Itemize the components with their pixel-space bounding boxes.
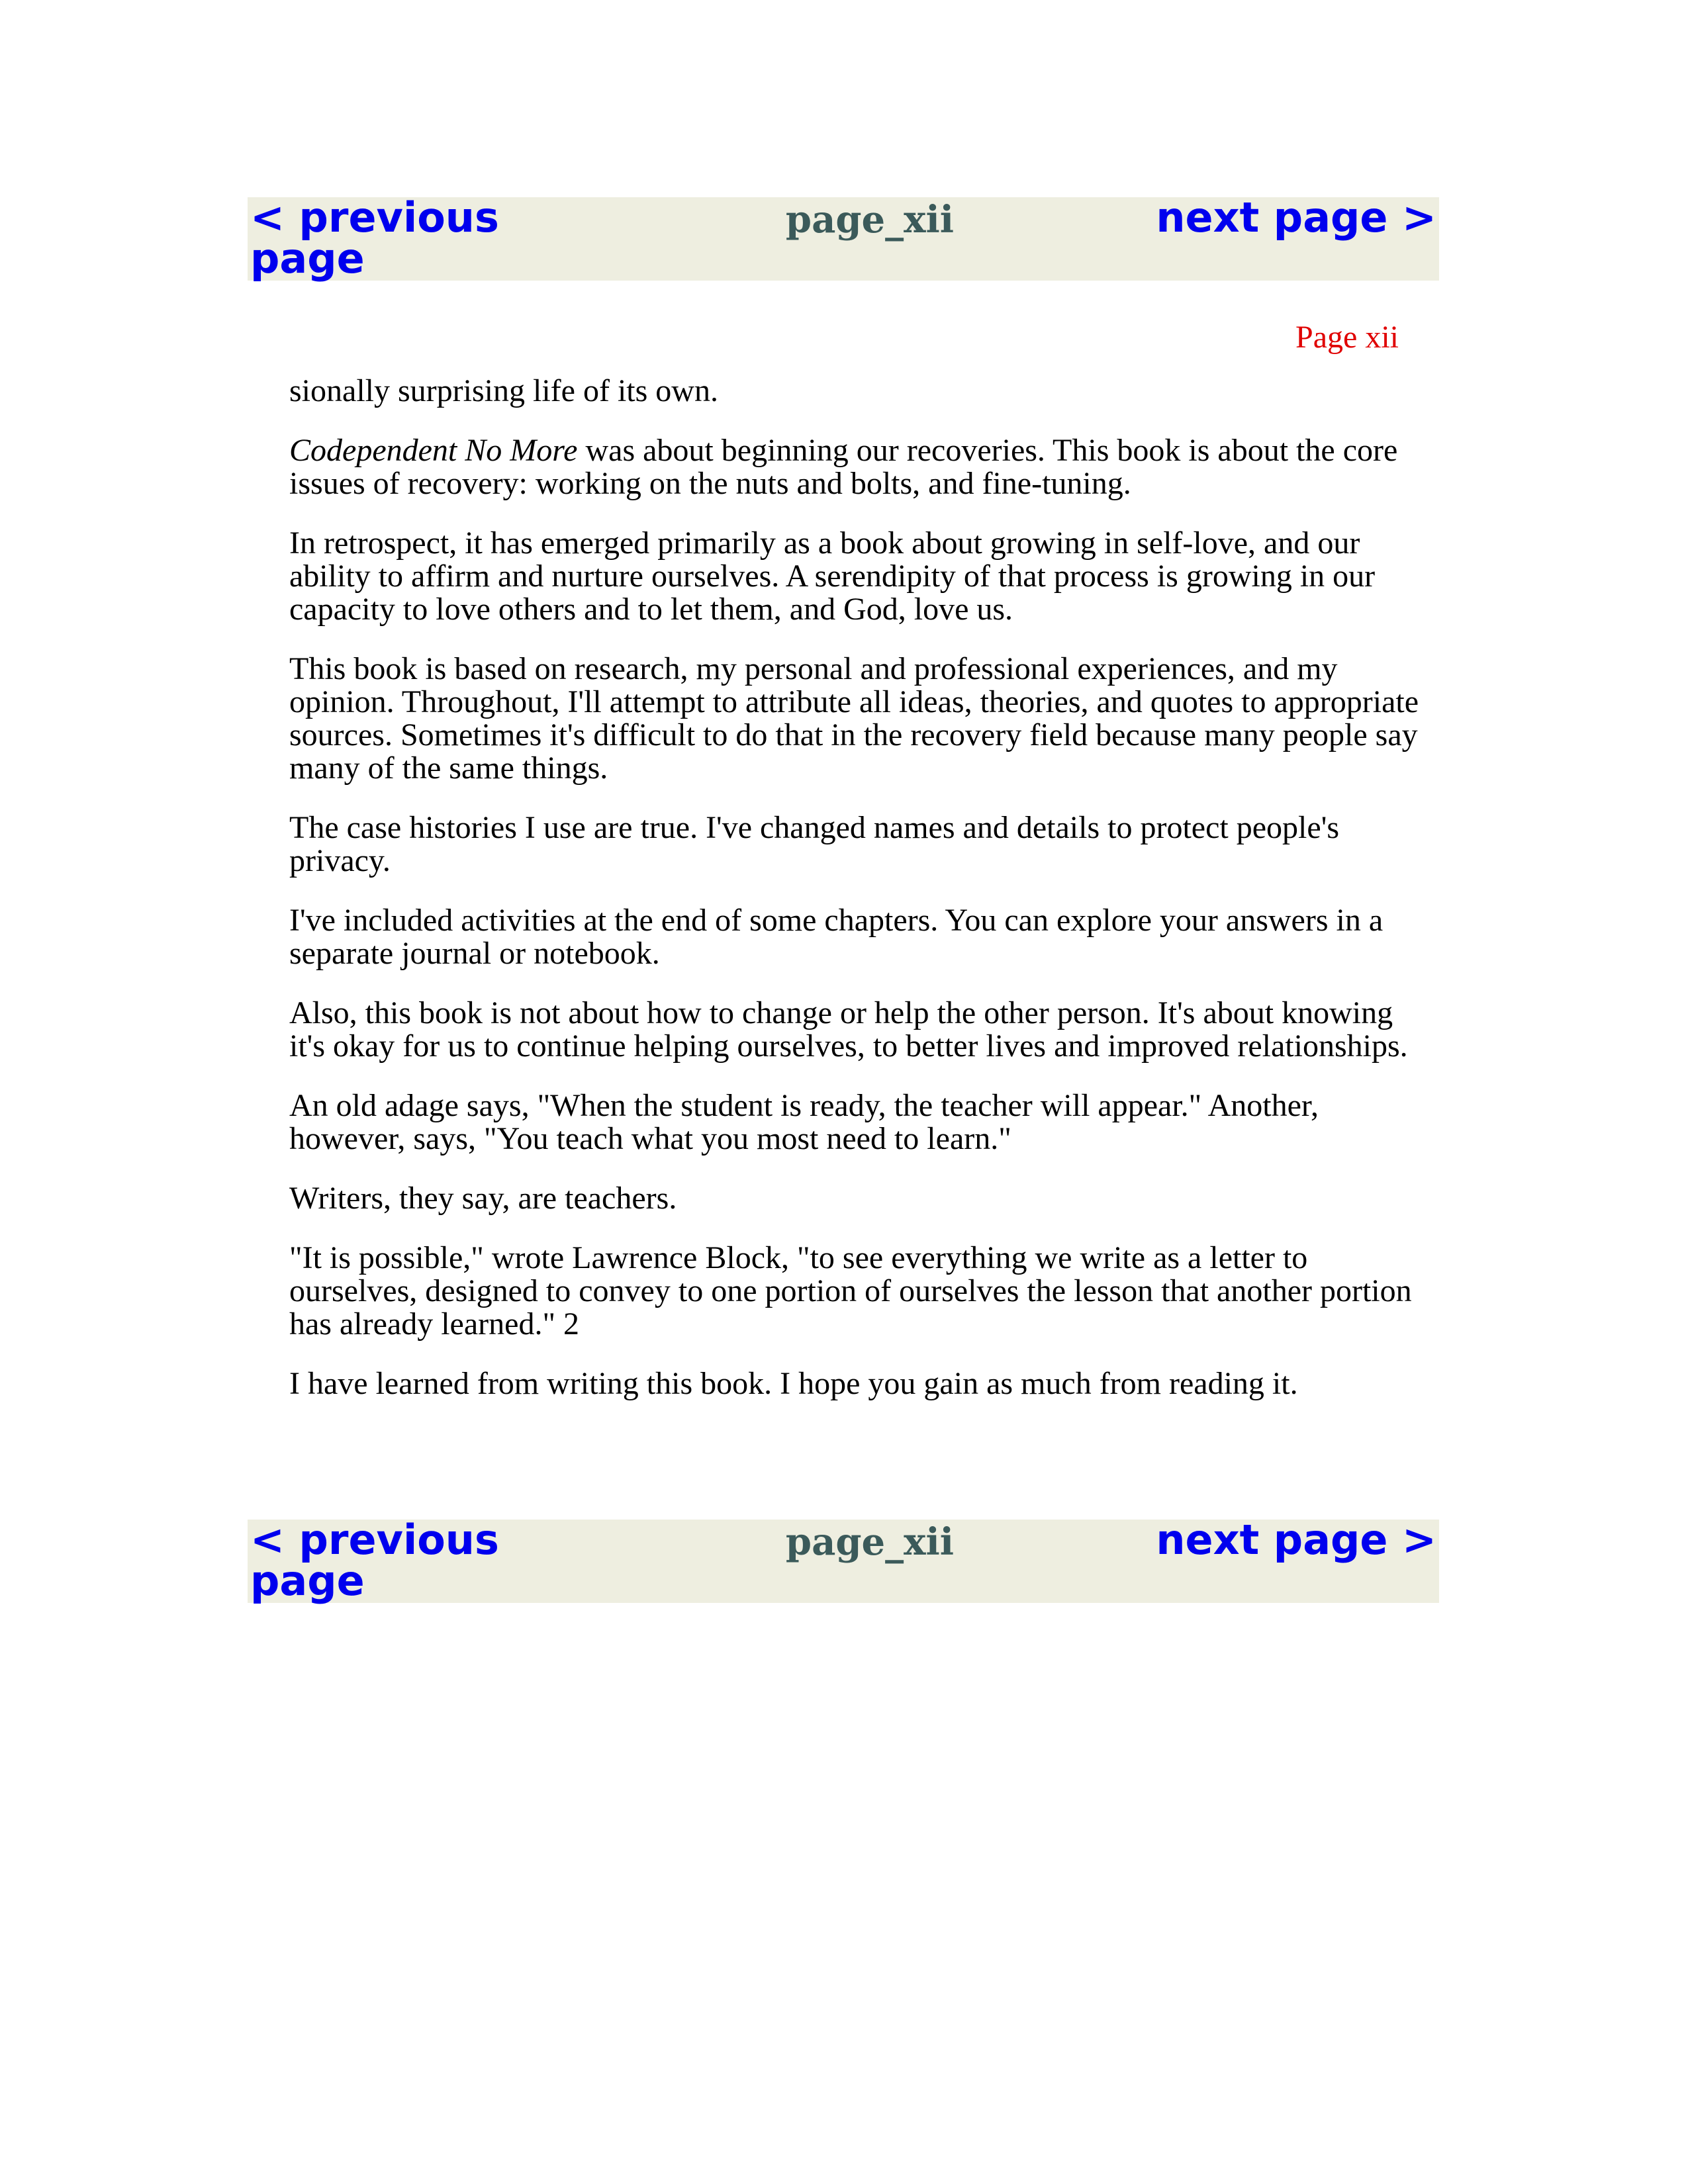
next-page-link[interactable]: next page >	[1156, 193, 1436, 242]
paragraph: I have learned from writing this book. I hope you gain as much from reading it.	[289, 1366, 1298, 1401]
paragraph: An old adage says, "When the student is ready, the teacher will appear." Another, however, says, "You teach what you most need to learn."	[289, 1088, 1319, 1156]
next-page-link[interactable]: next page >	[1156, 1516, 1436, 1564]
top-navigation-bar	[248, 193, 1439, 283]
page-id-text: page_xii	[785, 198, 955, 242]
paragraph: The case histories I use are true. I've changed names and details to protect people's privacy.	[289, 810, 1340, 878]
book-title: Codependent No More	[289, 433, 578, 468]
bottom-navigation-bar	[248, 1516, 1439, 1605]
page-id-text: page_xii	[785, 1520, 955, 1564]
paragraph: "It is possible," wrote Lawrence Block, "to see everything we write as a letter to ourselves, designed to convey to one portion of ourselves the lesson that another portion has already learned." 2	[289, 1240, 1412, 1342]
paragraph: This book is based on research, my personal and professional experiences, and my opinion. Throughout, I'll attempt to attribute all ideas, theories, and quotes to appropriate sources. Sometimes it's difficult to do that in the recovery field because many people say many of the same things.	[289, 651, 1419, 786]
page-number-label: Page xii	[1295, 320, 1399, 355]
paragraph: In retrospect, it has emerged primarily as a book about growing in self-love, and our ability to affirm and nurture ourselves. A serendipity of that process is growing in our capacity to love others and to let them, and God, love us.	[289, 525, 1376, 627]
book-content	[289, 375, 1421, 1427]
paragraph: Also, this book is not about how to change or help the other person. It's about knowing it's okay for us to continue helping ourselves, to better lives and improved relationships.	[289, 995, 1408, 1064]
paragraph: Writers, they say, are teachers.	[289, 1181, 677, 1216]
previous-page-link[interactable]: < previous page	[250, 193, 499, 283]
paragraph: I've included activities at the end of some chapters. You can explore your answers in a separate journal or notebook.	[289, 903, 1383, 971]
paragraph	[289, 434, 1421, 500]
previous-page-link[interactable]: < previous page	[250, 1516, 499, 1605]
paragraph-text: was about beginning our recoveries. This book is about the core issues of recovery: working on the nuts and bolts, and fine-tuning.	[289, 433, 1398, 501]
paragraph: sionally surprising life of its own.	[289, 373, 718, 408]
